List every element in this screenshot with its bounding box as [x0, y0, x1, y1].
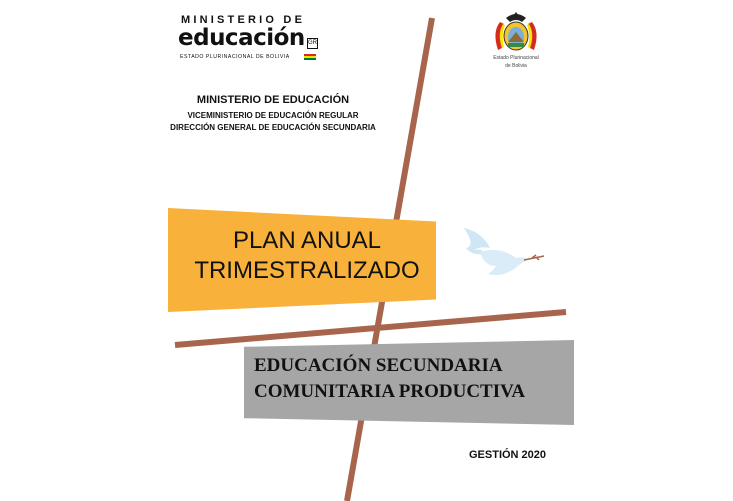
logo-line1: MINISTERIO DE: [181, 14, 306, 26]
header-line2: VICEMINISTERIO DE EDUCACIÓN REGULAR: [187, 111, 359, 120]
header-title: MINISTERIO DE EDUCACIÓN: [196, 94, 350, 106]
horizontal-stick: [175, 312, 566, 345]
header-line3: DIRECCIÓN GENERAL DE EDUCACIÓN SECUNDARIA: [170, 123, 376, 132]
subtitle-line1: EDUCACIÓN SECUNDARIA: [254, 355, 503, 376]
logo-suffix: GR: [307, 38, 318, 49]
coat-caption-1: Estado Plurinacional: [493, 55, 539, 61]
logo-wordmark: educación: [178, 25, 305, 51]
title-text: [194, 226, 420, 286]
subtitle-text: [254, 353, 525, 405]
year-label: GESTIÓN 2020: [469, 449, 547, 461]
title-line1: PLAN ANUAL: [232, 227, 382, 254]
title-line2: TRIMESTRALIZADO: [194, 257, 420, 284]
coat-caption-2: de Bolivia: [505, 63, 527, 69]
subtitle-line2: COMUNITARIA PRODUCTIVA: [254, 381, 526, 402]
logo-line3: ESTADO PLURINACIONAL DE BOLIVIA: [180, 54, 290, 60]
dove-icon: [462, 222, 548, 284]
